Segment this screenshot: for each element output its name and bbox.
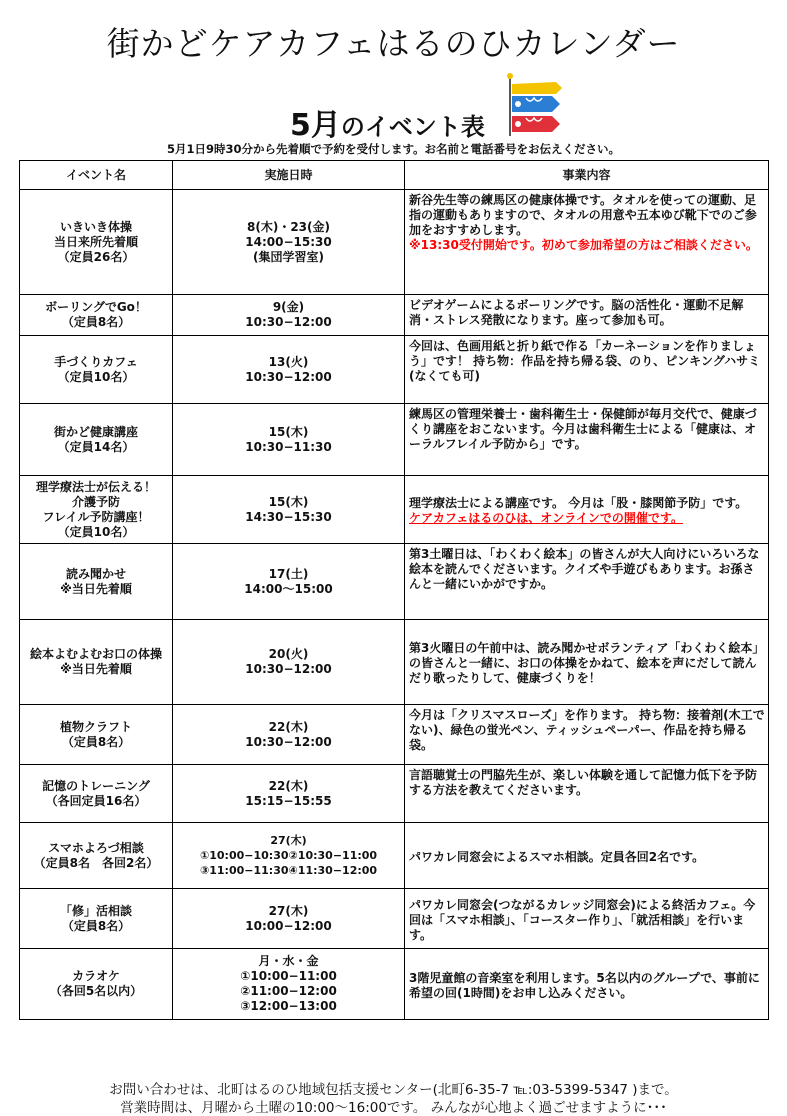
event-date-cell xyxy=(173,620,405,705)
event-name-cell xyxy=(20,823,173,889)
event-date-cell xyxy=(173,765,405,823)
event-description: パワカレ同窓会(つながるカレッジ同窓会)による終活カフェ。今回は「スマホ相談」、「コースター作り」、「就活相談」を行います。 xyxy=(409,897,756,942)
event-description-cell xyxy=(405,544,769,620)
event-name-line: （各回5名以内） xyxy=(49,984,143,998)
event-online-note: ケアカフェはるのひは、オンラインでの開催です。 xyxy=(409,511,683,525)
table-row xyxy=(20,476,769,544)
event-date-line: ①10:00−11:00 xyxy=(240,969,337,983)
column-header-event-name: イベント名 xyxy=(20,161,173,190)
event-date-line: ②11:00−12:00 xyxy=(240,984,337,998)
contact-info: お問い合わせは、北町はるのひ地域包括支援センター(北町6-35-7 ℡:03-5399-5347 )まで。 xyxy=(109,1082,678,1098)
event-name-line: 読み聞かせ xyxy=(65,566,126,581)
event-table xyxy=(19,160,769,1020)
event-date-cell xyxy=(173,404,405,476)
table-row xyxy=(20,823,769,889)
event-name-line: （定員8名 各回2名） xyxy=(33,855,159,870)
event-description: パワカレ同窓会によるスマホ相談。定員各回2名です。 xyxy=(409,849,705,864)
event-name-line: 当日来所先着順 xyxy=(53,234,138,249)
event-date-line: 14:00−15:30 xyxy=(245,234,332,249)
column-header-datetime: 実施日時 xyxy=(173,161,405,190)
event-description-cell xyxy=(405,404,769,476)
event-name-line: ※当日先着順 xyxy=(60,662,132,676)
event-name-line: （定員8名） xyxy=(61,918,131,933)
event-name-line: （定員14名） xyxy=(57,439,135,454)
event-date-line: 22(木) xyxy=(268,778,309,793)
event-date-line: 10:30−11:30 xyxy=(245,439,332,454)
event-description: 練馬区の管理栄養士・歯科衛生士・保健師が毎月交代で、健康づくり講座をおこないます。今月は歯科衛生士による「健康は、オーラルフレイル予防から」です。 xyxy=(409,407,757,451)
event-date-line: ③11:00−11:30④11:30−12:00 xyxy=(199,864,378,877)
event-description-cell xyxy=(405,889,769,949)
event-name-line: （定員8名） xyxy=(61,315,131,329)
event-date-line: 15:15−15:55 xyxy=(245,793,332,808)
event-name-line: スマホよろづ相談 xyxy=(48,840,144,855)
event-description: 今月は「クリスマスローズ」を作ります。 持ち物：接着剤(木工でない)、緑色の蛍光ペン、ティッシュペーパー、作品を持ち帰る袋。 xyxy=(409,708,765,752)
page-title: 街かどケアカフェはるのひカレンダー xyxy=(106,24,681,63)
event-name-cell xyxy=(20,705,173,765)
event-name-line: 絵本よむよむお口の体操 xyxy=(29,647,162,661)
event-name-cell xyxy=(20,404,173,476)
event-description-cell xyxy=(405,765,769,823)
event-name-cell xyxy=(20,889,173,949)
event-date-line: 17(土) xyxy=(268,566,309,581)
event-description: 理学療法士による講座です。 今月は「股・膝関節予防」です。 xyxy=(409,496,748,510)
event-date-line: 10:30−12:00 xyxy=(245,662,332,676)
event-date-cell xyxy=(173,476,405,544)
event-description: 新谷先生等の練馬区の健康体操です。タオルを使っての運動、足指の運動もありますので、タオルの用意や五本ゆび靴下でのご参加をおすすめします。 xyxy=(409,193,757,237)
event-date-cell xyxy=(173,295,405,336)
event-date-line: 10:30−12:00 xyxy=(245,315,332,329)
event-date-line: 15(木) xyxy=(268,494,309,509)
column-header-content: 事業内容 xyxy=(405,161,769,190)
event-description-cell xyxy=(405,190,769,295)
event-date-line: ①10:00−10:30②10:30−11:00 xyxy=(199,849,378,862)
event-name-line: 記憶のトレーニング xyxy=(42,778,150,793)
event-date-line: 14:30−15:30 xyxy=(245,509,332,524)
event-date-line: 27(木) xyxy=(268,903,309,918)
event-description: 第3土曜日は、「わくわく絵本」の皆さんが大人向けにいろいろな絵本を読んでくださいます。クイズや手遊びもあります。お孫さんと一緒にいかがですか。 xyxy=(409,547,760,591)
event-date-line: 27(木) xyxy=(270,834,307,847)
event-name-line: 介護予防 xyxy=(71,494,120,509)
reservation-notice: 5月1日9時30分から先着順で予約を受付します。お名前と電話番号をお伝えください。 xyxy=(166,142,621,156)
month-subtitle xyxy=(290,100,485,144)
event-name-cell xyxy=(20,336,173,404)
event-date-cell xyxy=(173,705,405,765)
event-name-cell xyxy=(20,620,173,705)
event-description-cell xyxy=(405,476,769,544)
event-date-cell xyxy=(173,949,405,1020)
event-name-cell xyxy=(20,765,173,823)
event-description: ビデオゲームによるボーリングです。脳の活性化・運動不足解消・ストレス発散になります。座って参加も可。 xyxy=(409,298,744,327)
event-date-line: 22(木) xyxy=(268,719,309,734)
event-name-cell xyxy=(20,544,173,620)
event-name-cell xyxy=(20,949,173,1020)
month-label: 5月 xyxy=(290,108,341,143)
event-name-line: （定員10名） xyxy=(57,369,135,384)
event-date-line: 月・水・金 xyxy=(258,954,319,968)
event-name-line: 「修」活相談 xyxy=(59,903,132,918)
table-row xyxy=(20,705,769,765)
event-name-line: （定員26名） xyxy=(57,249,135,264)
table-header-row xyxy=(20,161,769,190)
event-date-line: 10:00−12:00 xyxy=(245,918,332,933)
event-description-cell xyxy=(405,823,769,889)
event-date-cell xyxy=(173,823,405,889)
event-name-cell xyxy=(20,295,173,336)
event-table-label: のイベント表 xyxy=(340,113,485,141)
event-name-line: 植物クラフト xyxy=(59,719,132,734)
event-name-line: 理学療法士が伝える！ xyxy=(35,479,156,494)
table-row xyxy=(20,544,769,620)
table-row xyxy=(20,404,769,476)
event-red-note: ※13:30受付開始です。初めて参加希望の方はご相談ください。 xyxy=(409,238,758,252)
table-row xyxy=(20,620,769,705)
event-date-line: 9(金) xyxy=(272,300,305,314)
event-name-line: （定員8名） xyxy=(61,734,131,749)
event-name-line: いきいき体操 xyxy=(59,219,132,234)
event-date-line: 15(木) xyxy=(268,424,309,439)
event-date-cell xyxy=(173,889,405,949)
event-date-line: ③12:00−13:00 xyxy=(240,999,337,1013)
event-date-cell xyxy=(173,544,405,620)
event-date-cell xyxy=(173,336,405,404)
table-row xyxy=(20,190,769,295)
event-description-cell xyxy=(405,620,769,705)
business-hours: 営業時間は、月曜から土曜の10:00〜16:00です。 みんなが心地よく過ごせますように･･･ xyxy=(120,1100,667,1116)
event-date-line: 8(木)・23(金) xyxy=(247,219,330,234)
event-description: 3階児童館の音楽室を利用します。5名以内のグループで、事前に希望の回(1時間)をお申し込みください。 xyxy=(409,970,760,1000)
event-name-line: ボーリングでGo！ xyxy=(45,300,147,314)
event-date-cell xyxy=(173,190,405,295)
table-row xyxy=(20,765,769,823)
event-description-cell xyxy=(405,295,769,336)
event-name-line: 街かど健康講座 xyxy=(53,424,138,439)
event-date-line: 20(火) xyxy=(268,647,309,661)
event-description-cell xyxy=(405,949,769,1020)
event-date-line: 10:30−12:00 xyxy=(245,734,332,749)
table-row xyxy=(20,295,769,336)
event-name-line: カラオケ xyxy=(72,969,120,983)
event-description-cell xyxy=(405,705,769,765)
event-name-line: 手づくりカフェ xyxy=(54,354,138,369)
table-row xyxy=(20,949,769,1020)
event-name-line: フレイル予防講座！ xyxy=(42,509,150,524)
table-row xyxy=(20,336,769,404)
event-date-line: 10:30−12:00 xyxy=(245,369,332,384)
event-name-line: （各回定員16名） xyxy=(45,793,147,808)
event-date-line: 13(火) xyxy=(268,354,309,369)
table-row xyxy=(20,889,769,949)
event-description-cell xyxy=(405,336,769,404)
event-name-line: （定員10名） xyxy=(57,524,135,539)
event-name-line: ※当日先着順 xyxy=(60,581,132,596)
event-description: 言語聴覚士の門脇先生が、楽しい体験を通して記憶力低下を予防する方法を教えてくださいます。 xyxy=(409,768,758,797)
event-date-line: 14:00〜15:00 xyxy=(244,581,333,596)
event-date-line: (集団学習室) xyxy=(253,249,324,264)
koinobori-icon xyxy=(502,72,564,138)
event-name-cell xyxy=(20,476,173,544)
event-name-cell xyxy=(20,190,173,295)
event-description: 第3火曜日の午前中は、読み聞かせボランティア「わくわく絵本」の皆さんと一緒に、お口の体操をかねて、絵本を声にだして読んだり歌ったりして、健康づくりを！ xyxy=(409,641,765,685)
event-description: 今回は、色画用紙と折り紙で作る「カーネーションを作りましょう」です！ 持ち物：作品を持ち帰る袋、のり、ピンキングハサミ(なくても可) xyxy=(409,339,761,383)
